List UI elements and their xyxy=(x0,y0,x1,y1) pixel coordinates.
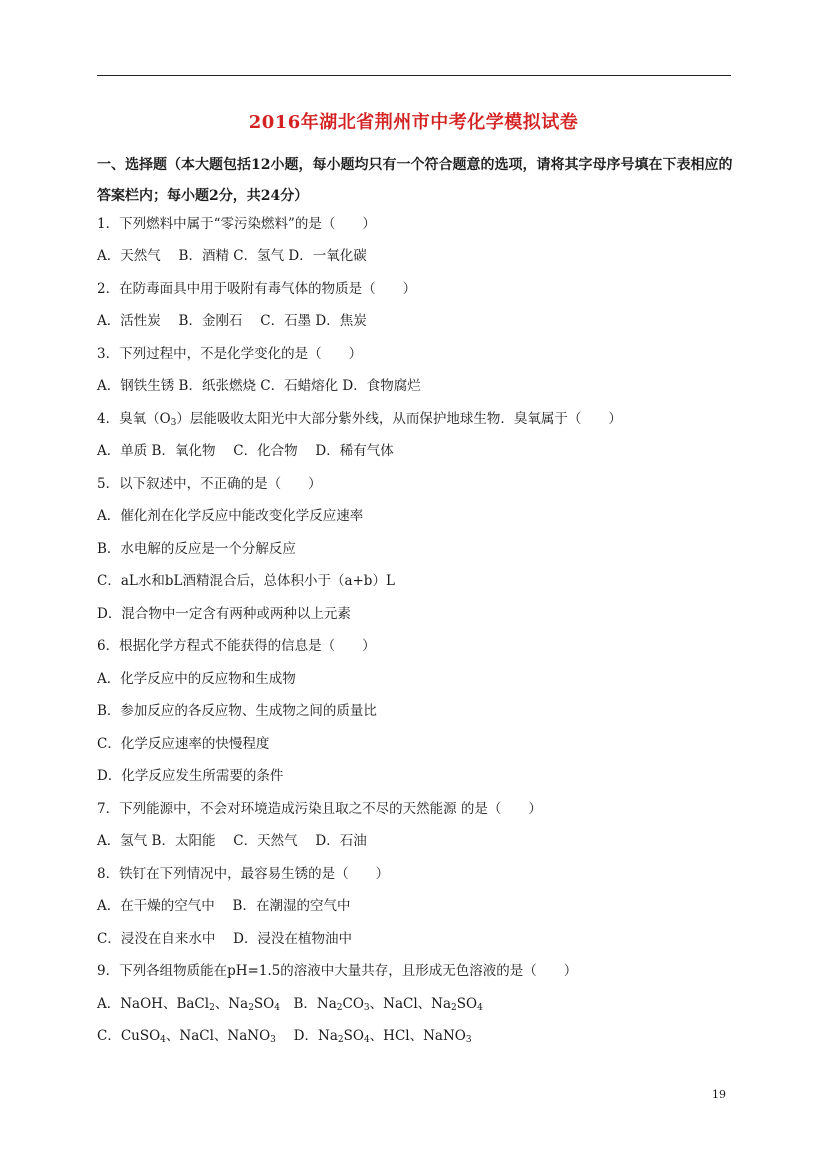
question-5-option-a: A．催化剂在化学反应中能改变化学反应速率 xyxy=(97,508,364,524)
question-8-options-ab: A．在干燥的空气中 B．在潮湿的空气中 xyxy=(97,898,351,914)
question-9-options-cd: C．CuSO$_4$、NaCl、NaNO$_3$ D．$Na_2SO_4$、HCl、NaNO$_3$ xyxy=(97,1028,472,1045)
question-1: 1．下列燃料中属于“零污染燃料”的是（ ） xyxy=(97,216,376,232)
top-rule xyxy=(97,75,731,76)
question-6-option-c: C．化学反应速率的快慢程度 xyxy=(97,736,270,752)
question-2-options: A．活性炭 B．金刚石 C．石墨 D．焦炭 xyxy=(97,313,367,329)
question-5-option-c: C．aL水和bL酒精混合后，总体积小于（a+b）L xyxy=(97,573,395,589)
question-6-option-b: B．参加反应的各反应物、生成物之间的质量比 xyxy=(97,703,377,719)
question-2: 2．在防毒面具中用于吸附有毒气体的物质是（ ） xyxy=(97,281,417,297)
question-8-options-cd: C．浸没在自来水中 D．浸没在植物油中 xyxy=(97,931,352,947)
question-3-options: A．钢铁生锈 B．纸张燃烧 C．石蜡熔化 D．食物腐烂 xyxy=(97,378,421,394)
section-header: 一、选择题（本大题包括12小题，每小题均只有一个符合题意的选项，请将其字母序号填在下表相应的答案栏内；每小题2分，共24分） xyxy=(97,157,733,204)
question-1-options: A．天然气 B．酒精 C．氢气 D．一氧化碳 xyxy=(97,248,367,264)
page-number: 19 xyxy=(712,1088,726,1101)
question-5-option-b: B．水电解的反应是一个分解反应 xyxy=(97,541,296,557)
question-6: 6．根据化学方程式不能获得的信息是（ ） xyxy=(97,638,376,654)
question-3: 3．下列过程中，不是化学变化的是（ ） xyxy=(97,346,363,362)
question-5: 5．以下叙述中，不正确的是（ ） xyxy=(97,476,322,492)
question-9: 9．下列各组物质能在pH=1.5的溶液中大量共存，且形成无色溶液的是（ ） xyxy=(97,963,578,979)
question-9-options-ab: A．NaOH、BaCl$_2$、$Na_2SO_4$ B．$Na_2CO_3$、NaCl、$Na_2SO_4$ xyxy=(97,996,483,1013)
question-4-options: A．单质 B．氧化物 C．化合物 D．稀有气体 xyxy=(97,443,394,459)
question-7: 7．下列能源中，不会对环境造成污染且取之不尽的天然能源 的是（ ） xyxy=(97,801,542,817)
question-6-option-a: A．化学反应中的反应物和生成物 xyxy=(97,671,296,687)
question-6-option-d: D．化学反应发生所需要的条件 xyxy=(97,768,284,784)
question-8: 8．铁钉在下列情况中，最容易生锈的是（ ） xyxy=(97,866,390,882)
page-title: 2016年湖北省荆州市中考化学模拟试卷 xyxy=(248,112,579,133)
question-4: 4．臭氧$(O_3)$层能吸收太阳光中大部分紫外线，从而保护地球生物．臭氧属于（ ） xyxy=(97,411,622,428)
question-5-option-d: D．混合物中一定含有两种或两种以上元素 xyxy=(97,606,351,622)
question-7-options: A．氢气 B．太阳能 C．天然气 D．石油 xyxy=(97,833,367,849)
